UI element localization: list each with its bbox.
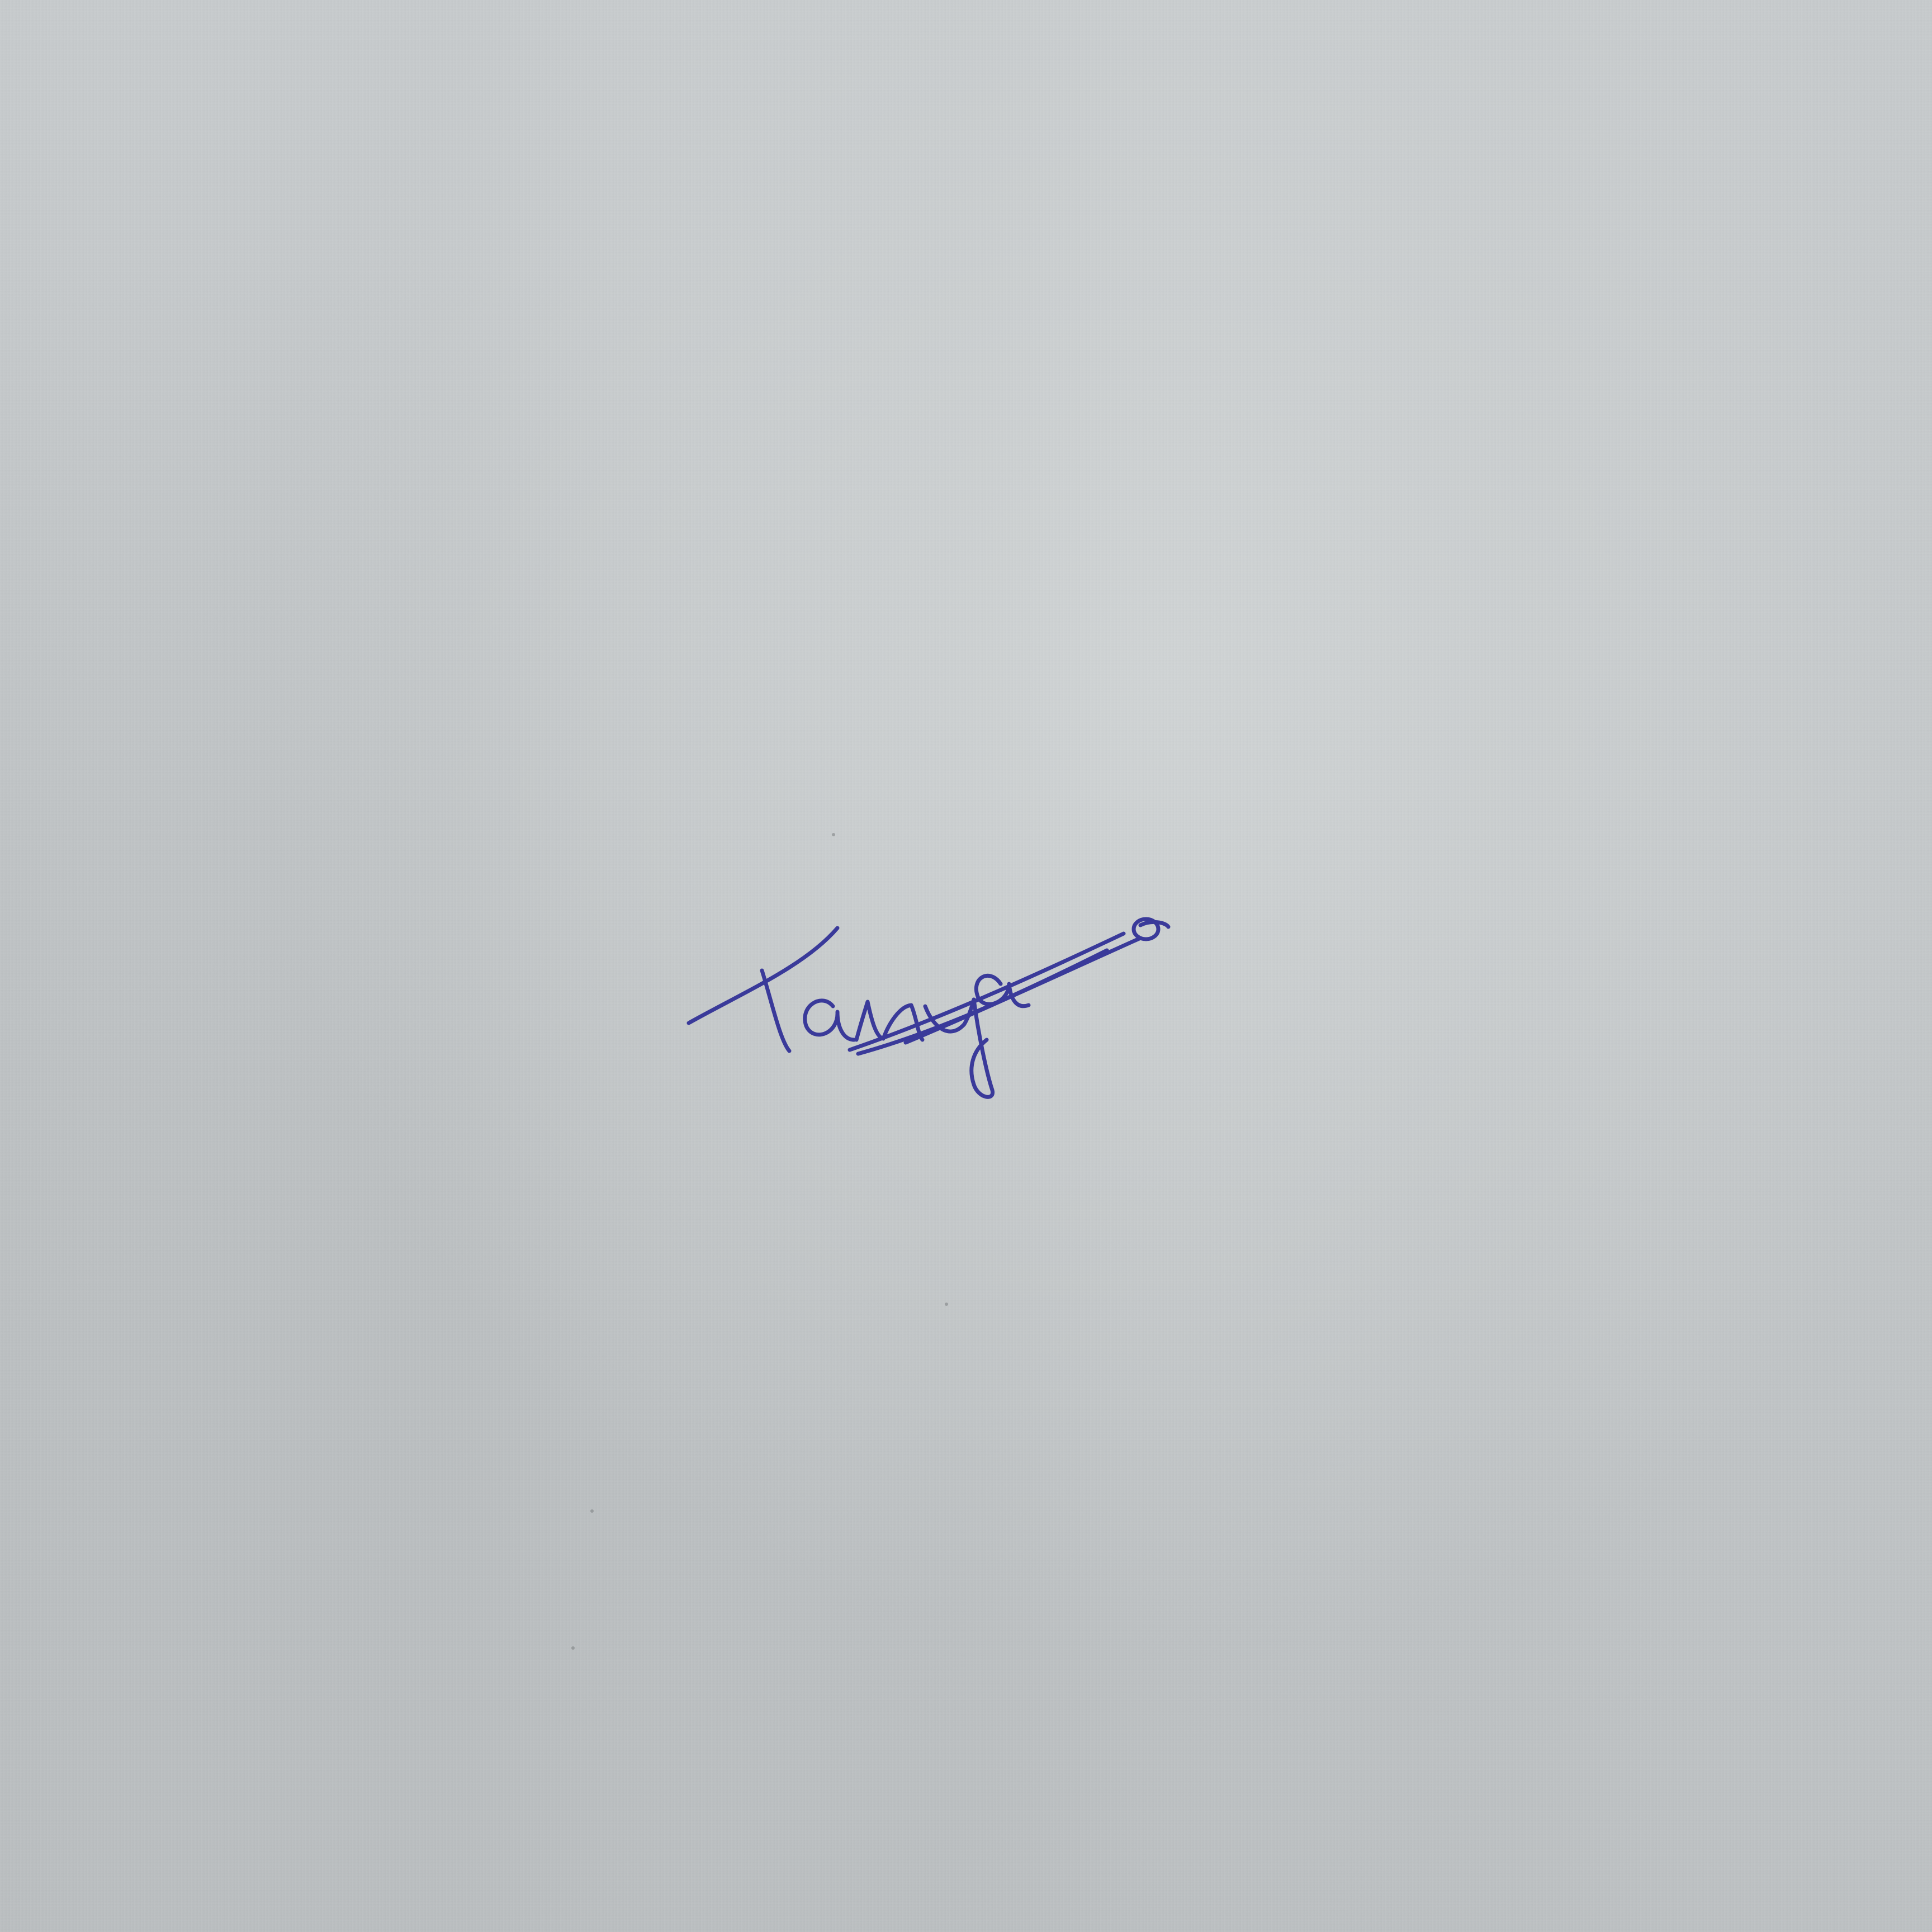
signature-stroke [850,934,1124,1050]
signature-stroke [906,938,1140,1043]
paper-speck [832,833,835,836]
signature-stroke [1140,922,1168,927]
paper-speck [945,1303,948,1306]
signature-stroke [762,970,789,1051]
handwritten-signature [660,872,1208,1107]
signature-stroke [805,1001,854,1040]
paper-speck [571,1646,575,1650]
paper-speck [590,1509,594,1513]
